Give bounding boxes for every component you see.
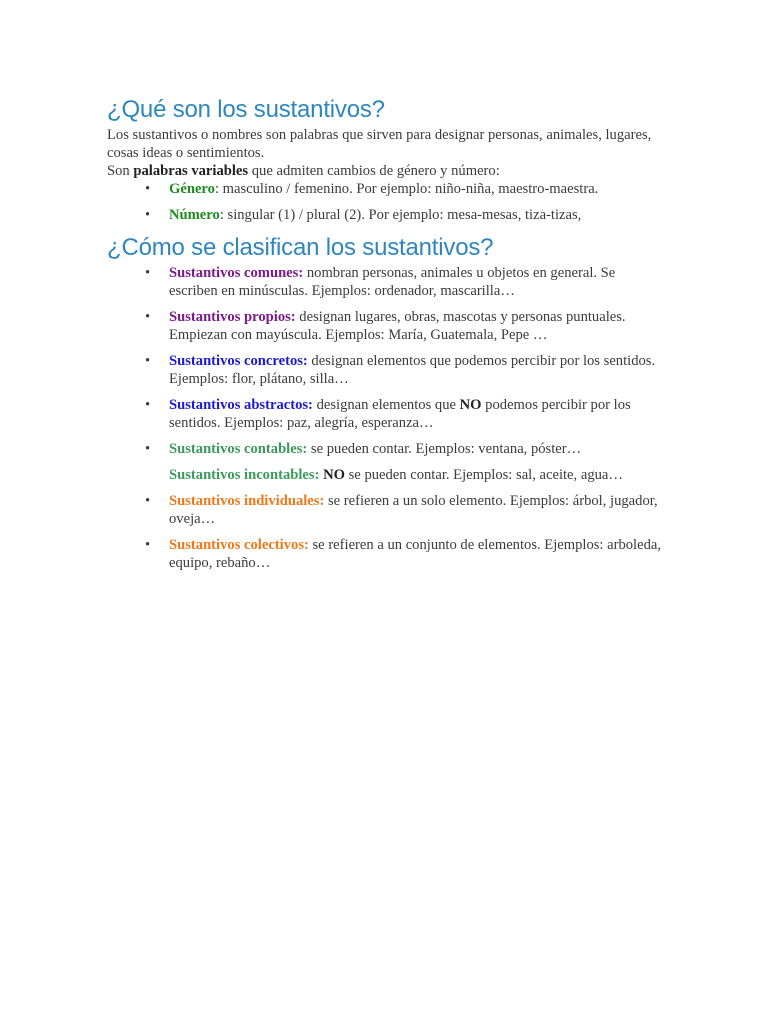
term-incontables: Sustantivos incontables: [169,467,320,483]
intro-paragraph: Los sustantivos o nombres son palabras que sirven para designar personas, animales, lugares, cosas ideas o sentimientos. [107,127,652,161]
bullet-icon: • [145,309,151,325]
gender-number-list [107,180,667,224]
bullet-icon: • [145,353,151,369]
list-item-numero [107,206,667,224]
bullet-icon: • [145,493,151,509]
desc-comunes: nombran personas, animales u objetos en general. Se escriben en minúsculas. Ejemplos: ordenador, mascarilla… [169,265,616,299]
desc-incontables-no: NO [323,467,345,483]
bullet-icon: • [145,265,151,281]
document-page [107,94,667,580]
term-propios: Sustantivos propios: [169,309,296,325]
heading-como-se-clasifican: ¿Cómo se clasifican los sustantivos? [107,234,494,261]
bullet-icon: • [145,207,151,223]
list-item-contables [107,440,667,458]
list-item-incontables [107,466,667,484]
desc-concretos: designan elementos que podemos percibir por los sentidos. Ejemplos: flor, plátano, silla… [169,353,656,387]
bullet-icon: • [145,441,151,457]
bullet-icon: • [145,537,151,553]
bullet-icon: • [145,181,151,197]
desc-abstractos-after: podemos percibir por los sentidos. Ejemplos: paz, alegría, esperanza… [169,397,631,431]
desc-abstractos-no: NO [459,397,482,413]
term-colectivos: Sustantivos colectivos: [169,537,309,553]
term-comunes: Sustantivos comunes: [169,265,304,281]
classification-list [107,264,667,572]
term-individuales: Sustantivos individuales: [169,493,325,509]
list-item-colectivos [107,536,667,572]
variables-paragraph [107,162,667,180]
list-item-comunes [107,264,667,300]
term-genero: Género [169,181,215,197]
list-item-abstractos [107,396,667,432]
desc-numero: : singular (1) / plural (2). Por ejemplo: mesa-mesas, tiza-tizas, [219,207,582,223]
desc-genero: : masculino / femenino. Por ejemplo: niño-niña, maestro-maestra. [214,181,599,197]
variables-suffix: que admiten cambios de género y número: [248,163,500,179]
list-item-individuales [107,492,667,528]
term-concretos: Sustantivos concretos: [169,353,308,369]
bullet-icon: • [145,397,151,413]
term-numero: Número [169,207,220,223]
variables-bold: palabras variables [133,163,249,179]
list-item-concretos [107,352,667,388]
list-item-genero [107,180,667,198]
term-abstractos: Sustantivos abstractos: [169,397,313,413]
heading-que-son: ¿Qué son los sustantivos? [107,96,385,123]
desc-individuales: se refieren a un solo elemento. Ejemplos: árbol, jugador, oveja… [169,493,658,527]
desc-incontables-after: se pueden contar. Ejemplos: sal, aceite, agua… [344,467,623,483]
desc-contables: se pueden contar. Ejemplos: ventana, póster… [307,441,582,457]
desc-colectivos: se refieren a un conjunto de elementos. Ejemplos: arboleda, equipo, rebaño… [169,537,662,571]
desc-abstractos-before: designan elementos que [312,397,460,413]
term-contables: Sustantivos contables: [169,441,308,457]
variables-prefix: Son [107,163,134,179]
list-item-propios [107,308,667,344]
desc-propios: designan lugares, obras, mascotas y personas puntuales. Empiezan con mayúscula. Ejemplos: María, Guatemala, Pepe … [169,309,626,343]
